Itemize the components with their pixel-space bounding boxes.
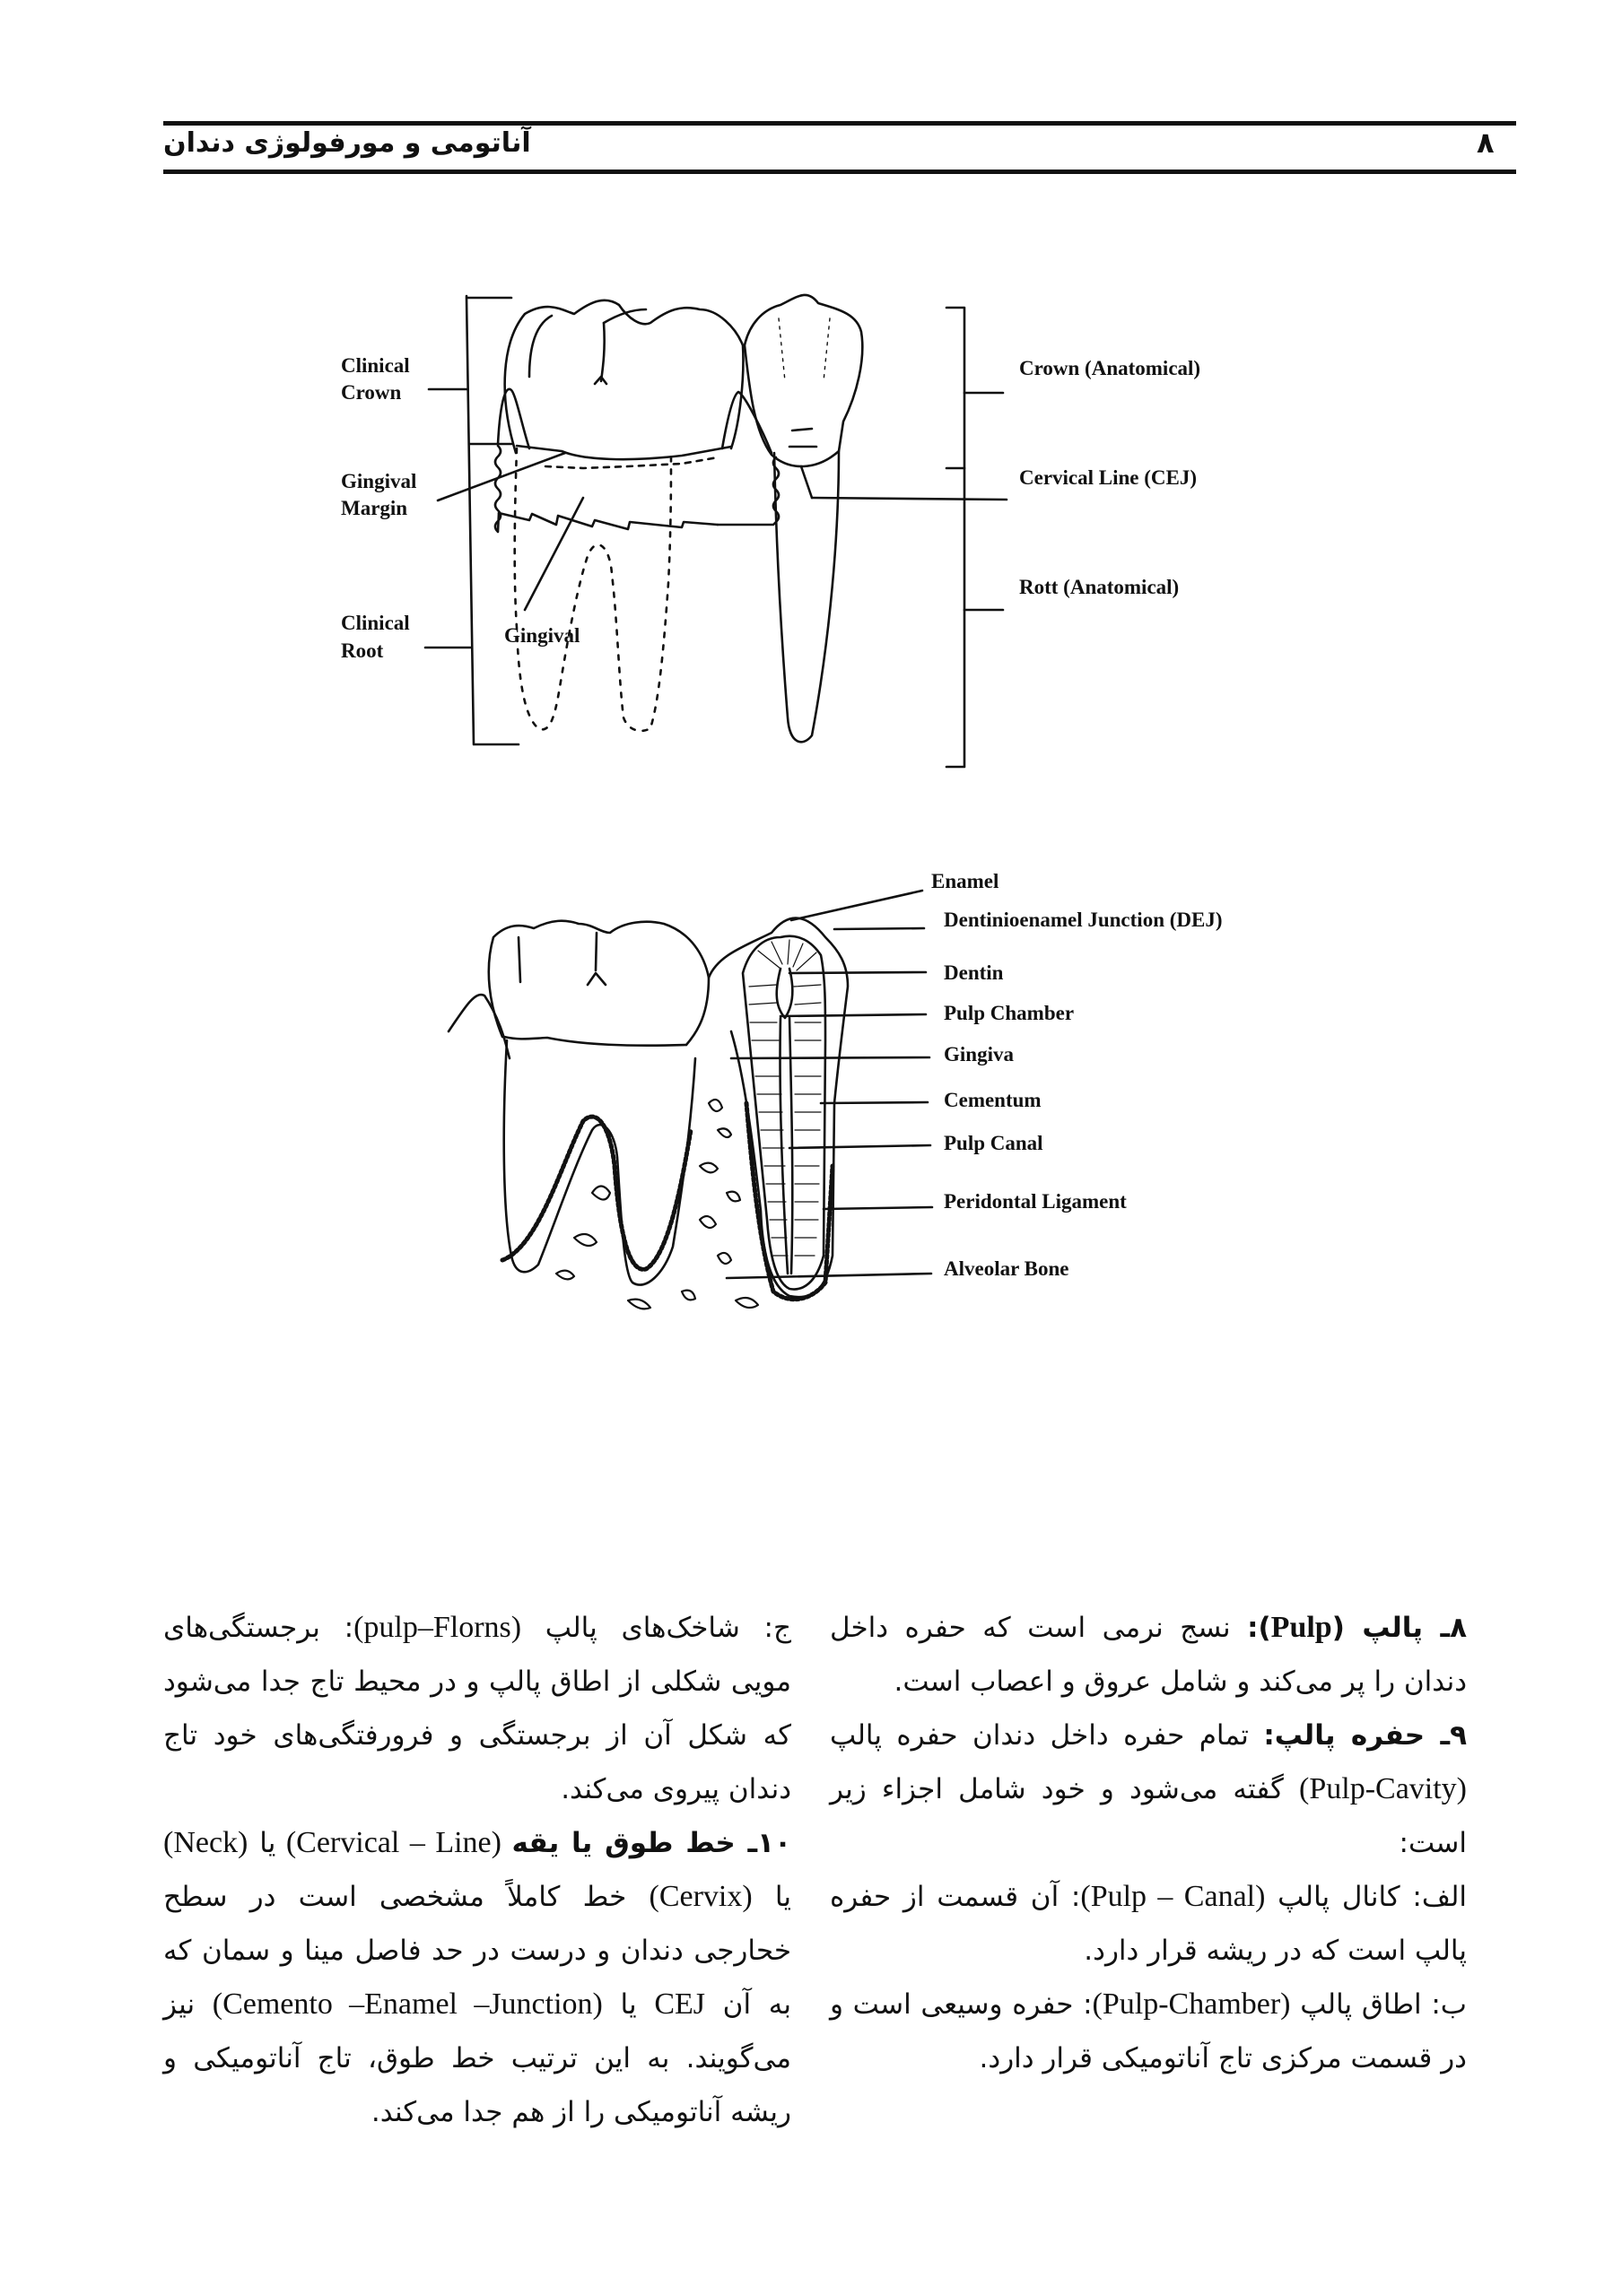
premolar-root-outline (774, 451, 839, 742)
gingiva-wavy-left (495, 446, 501, 532)
label-gingival-margin-line2: Margin (341, 497, 408, 519)
heading-pulp: ۸ـ پالپ (Pulp): (1247, 1611, 1468, 1644)
label-root-anatomical: Rott (Anatomical) (1019, 576, 1180, 598)
running-header-title: آناتومی و مورفولوژی دندان (163, 127, 531, 159)
pulp-chamber-leader (780, 1014, 926, 1016)
label-clinical-crown-line1: Clinical (341, 354, 410, 377)
molar-groove (595, 323, 606, 384)
paragraph-pulp-chamber: ب: اطاق پالپ (Pulp-Chamber): حفره وسیعی است و در قسمت مرکزی تاج آناتومیکی قرار دارد. (830, 1987, 1467, 2074)
page-number: ۸ (1477, 126, 1495, 160)
gingiva-left-papilla (498, 389, 529, 448)
label-gingival: Gingival (504, 624, 580, 647)
paragraph-pulp-cavity: ۹ـ حفره پالپ: تمام حفره داخل دندان حفره پالپ (Pulp-Cavity) گفته می‌شود و خود شامل اجزاء زیر است: (830, 1719, 1467, 1859)
molar2-root-outline (504, 1040, 695, 1285)
paragraph-pulp-canal: الف: کانال پالپ (Pulp – Canal): آن قسمت از حفره پالپ است که در ریشه قرار دارد. (830, 1880, 1468, 1967)
label-gingival-margin-line1: Gingival (341, 470, 417, 492)
molar-crown-outline (505, 300, 744, 453)
label-dej: Dentinioenamel Junction (DEJ) (944, 909, 1223, 931)
label-clinical-crown-line2: Crown (341, 381, 402, 404)
paragraph-pulp: ۸ـ پالپ (Pulp): نسج نرمی است که حفره داخل دندان را پر می‌کند و شامل عروق و اعصاب است. (830, 1611, 1468, 1698)
label-gingiva: Gingiva (944, 1043, 1014, 1065)
label-cementum: Cementum (944, 1089, 1042, 1111)
molar-cusp-line (529, 316, 552, 377)
figure1-drawing (425, 295, 1007, 767)
paragraph-cervical-line: ۱۰ـ خط طوق یا یقه (Cervical – Line) یا (Neck) یا (Cervix) خط کاملاً مشخصی است در سطح خحارجی دندان و درست در حد فاصل مینا و سمان که به آن CEJ یا (Cemento –Enamel –Junction) نیز می‌گویند. به این ترتیب خط طوق، تاج آناتومیکی و ریشه آناتومیکی را از هم جدا می‌کند. (163, 1826, 791, 2128)
heading-pulp-cavity: ۹ـ حفره پالپ: (1263, 1719, 1467, 1752)
heading-cervical-line: ۱۰ـ خط طوق یا یقه (511, 1827, 791, 1859)
gingiva-wavy-right (718, 457, 779, 525)
periodontal-ligament-leader (824, 1207, 932, 1209)
label-enamel: Enamel (931, 870, 999, 892)
alveolar-bone-leader (727, 1274, 931, 1278)
label-clinical-root-line1: Clinical (341, 612, 410, 634)
cej-leader (812, 498, 1007, 500)
cementum-leader (821, 1102, 928, 1103)
alveolar-bone-hatched (502, 1117, 691, 1269)
label-pulp-chamber: Pulp Chamber (944, 1002, 1075, 1024)
label-periodontal-ligament: Peridontal Ligament (944, 1190, 1127, 1213)
cej-leader-diag (801, 466, 812, 498)
label-dentin: Dentin (944, 961, 1004, 984)
enamel-leader (791, 891, 922, 920)
label-cervical-line: Cervical Line (CEJ) (1019, 466, 1198, 489)
text-column-left (163, 1601, 791, 2139)
label-pulp-canal: Pulp Canal (944, 1132, 1043, 1154)
paragraph-pulp-horns: ج: شاخک‌های پالپ (pulp–Florns): برجستگی‌های مویی شکلی از اطاق پالپ و در محیط تاج جدا می‌شود که شکل آن از برجستگی و فرورفتگی‌های خود تاج دندان پیروی می‌کند. (163, 1611, 791, 1805)
pulp-outline (777, 969, 793, 1274)
clinical-bracket (467, 296, 519, 744)
pulp-canal-leader (789, 1145, 930, 1148)
gingiva-left-contour (449, 995, 510, 1058)
molar2-crown (489, 921, 709, 1045)
label-crown-anatomical: Crown (Anatomical) (1019, 357, 1201, 379)
premolar-lines (789, 429, 816, 447)
dentin-leader (789, 972, 926, 973)
premolar-crown-outline (745, 295, 862, 466)
premolar-ridges (779, 318, 830, 381)
molar2-cej (504, 1037, 686, 1046)
molar-root-dotted (515, 448, 671, 731)
figure2-drawing (449, 891, 932, 1309)
dej-leader (834, 928, 924, 929)
text-column-right (830, 1601, 1467, 2085)
gingival-margin-line (517, 446, 731, 459)
gingiva-leader (731, 1057, 929, 1058)
anatomical-bracket (946, 308, 964, 767)
label-clinical-root-line2: Root (341, 639, 384, 662)
premolar2-dentin (743, 936, 825, 1290)
label-alveolar-bone: Alveolar Bone (944, 1257, 1069, 1280)
gingiva-bottom-line (499, 513, 718, 529)
